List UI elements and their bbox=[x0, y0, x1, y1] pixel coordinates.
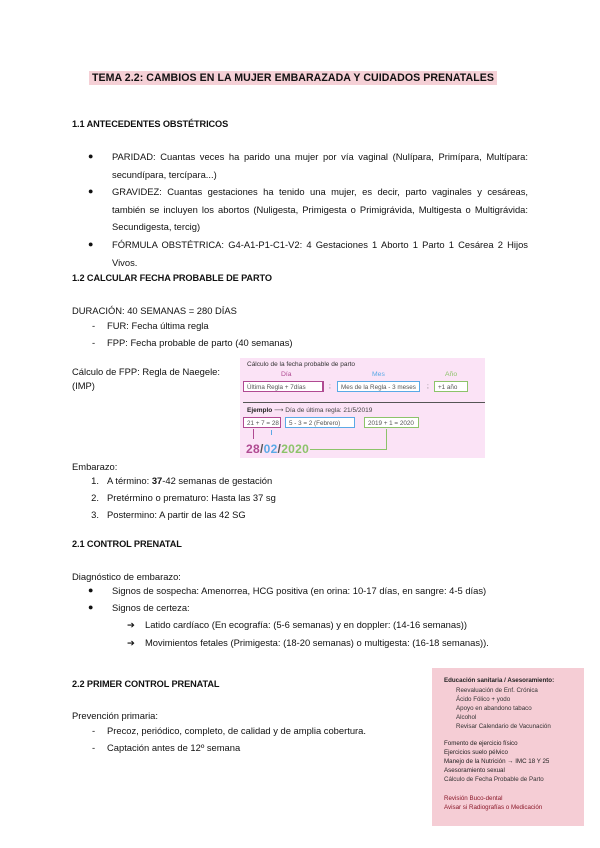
arrow-right-icon: ➔ bbox=[127, 619, 135, 630]
formula-text: FÓRMULA OBSTÉTRICA: G4-A1-P1-C1-V2: 4 Gestaciones 1 Aborto 1 Parto 1 Cesárea 2 Hijos Vivos. bbox=[112, 238, 528, 268]
heading-control-prenatal: 2.1 CONTROL PRENATAL bbox=[72, 539, 182, 549]
bullet-icon: ● bbox=[88, 585, 94, 595]
bullet-icon: ● bbox=[88, 151, 94, 161]
pretermino-text: Pretérmino o prematuro: Hasta las 37 sg bbox=[107, 492, 276, 503]
latido-text: Latido cardíaco (En ecografía: (5-6 semanas) y en doppler: (14-16 semanas)) bbox=[145, 619, 468, 630]
list-item bbox=[80, 334, 293, 351]
precoz-text: Precoz, periódico, completo, de calidad y de amplia cobertura. bbox=[107, 725, 366, 736]
postermino-text: Postermino: A partir de las 42 SG bbox=[107, 509, 246, 520]
list-item: Alcohol bbox=[456, 714, 477, 721]
example-line bbox=[247, 406, 372, 414]
certeza-text: Signos de certeza: bbox=[112, 602, 190, 613]
dash-icon: - bbox=[91, 742, 96, 753]
list-item bbox=[127, 616, 489, 634]
list-item bbox=[85, 599, 486, 616]
fur-fpp-list bbox=[80, 317, 293, 351]
list-item: Revisar Calendario de Vacunación bbox=[456, 723, 551, 730]
arrow-right-icon: ⟶ bbox=[274, 407, 284, 414]
list-item: Apoyo en abandono tabaco bbox=[456, 705, 532, 712]
sospecha-text: Signos de sospecha: Amenorrea, HCG positiva (en orina: 10-17 días, en sangre: 4-5 días) bbox=[112, 585, 487, 596]
heading-primer-control: 2.2 PRIMER CONTROL PRENATAL bbox=[72, 679, 220, 689]
item-number: 2. bbox=[91, 492, 99, 503]
duration-text: DURACIÓN: 40 SEMANAS = 280 DÍAS bbox=[72, 305, 237, 316]
bullet-icon: ● bbox=[88, 186, 94, 197]
list-item bbox=[80, 739, 366, 756]
fpp-text: FPP: Fecha probable de parto (40 semanas) bbox=[107, 337, 293, 348]
example-year-box: 2019 + 1 = 2020 bbox=[364, 417, 419, 428]
result-month: 02 bbox=[263, 442, 278, 456]
naegele-label-line2: (IMP) bbox=[72, 380, 95, 391]
list-item bbox=[127, 634, 489, 652]
result-day: 28 bbox=[246, 442, 260, 456]
fur-text: FUR: Fecha última regla bbox=[107, 320, 209, 331]
termino-text: A término: 37-42 semanas de gestación bbox=[107, 475, 273, 486]
bullet-icon: ● bbox=[88, 602, 94, 612]
list-item bbox=[85, 236, 528, 271]
captacion-text: Captación antes de 12º semana bbox=[107, 742, 241, 753]
embarazo-label: Embarazo: bbox=[72, 461, 118, 472]
dash-icon: - bbox=[91, 320, 96, 331]
list-item bbox=[85, 148, 528, 183]
day-formula-box: Última Regla + 7días bbox=[243, 381, 324, 392]
diagnostico-list bbox=[85, 582, 486, 616]
result-year: 2020 bbox=[281, 442, 310, 456]
certeza-sublist bbox=[127, 616, 489, 652]
document-title: TEMA 2.2: CAMBIOS EN LA MUJER EMBARAZADA Y CUIDADOS PRENATALES bbox=[89, 71, 497, 85]
list-item bbox=[80, 722, 366, 739]
example-label: Ejemplo bbox=[247, 407, 273, 414]
month-formula-box: Mes de la Regla - 3 meses bbox=[337, 381, 420, 392]
list-item: Cálculo de Fecha Probable de Parto bbox=[444, 776, 544, 783]
list-item: Revisión Buco-dental bbox=[444, 795, 503, 802]
embarazo-list bbox=[78, 472, 276, 523]
year-formula-box: +1 año bbox=[434, 381, 468, 392]
divider bbox=[243, 402, 485, 403]
separator: ; bbox=[427, 383, 429, 390]
list-item bbox=[78, 506, 276, 523]
diagnostico-label: Diagnóstico de embarazo: bbox=[72, 571, 181, 582]
heading-antecedentes: 1.1 ANTECEDENTES OBSTÉTRICOS bbox=[72, 119, 229, 129]
year-label: Año bbox=[445, 371, 458, 378]
month-label: Mes bbox=[372, 371, 385, 378]
side-note-box bbox=[432, 668, 584, 826]
connector-day bbox=[253, 429, 254, 439]
list-item: Fomento de ejercicio físico bbox=[444, 740, 518, 747]
day-label: Día bbox=[281, 371, 292, 378]
list-item bbox=[85, 582, 486, 599]
item-number: 1. bbox=[91, 475, 99, 486]
dash-icon: - bbox=[91, 725, 96, 736]
list-item: Ácido Fólico + yodo bbox=[456, 696, 511, 703]
movimientos-text: Movimientos fetales (Primigesta: (18-20 semanas) o multigesta: (16-18 semanas)). bbox=[145, 637, 489, 648]
result-date bbox=[246, 442, 309, 456]
diagram-caption: Cálculo de la fecha probable de parto bbox=[247, 361, 356, 368]
list-item: Reevaluación de Enf. Crónica bbox=[456, 687, 538, 694]
connector-month bbox=[271, 430, 272, 435]
list-item bbox=[85, 183, 528, 236]
connector-year-horizontal bbox=[310, 449, 387, 450]
date-separator: / bbox=[277, 442, 282, 456]
list-item: Asesoramiento sexual bbox=[444, 767, 505, 774]
example-day-box: 21 + 7 = 28 bbox=[243, 417, 281, 428]
list-item: Ejercicios suelo pélvico bbox=[444, 749, 508, 756]
item-number: 3. bbox=[91, 509, 99, 520]
example-text: Día de última regla: 21/5/2019 bbox=[285, 407, 373, 414]
heading-fecha-parto: 1.2 CALCULAR FECHA PROBABLE DE PARTO bbox=[72, 273, 272, 283]
dash-icon: - bbox=[91, 337, 96, 348]
paridad-text: PARIDAD: Cuantas veces ha parido una mujer por vía vaginal (Nulípara, Primípara, Multípara: secundípara, tercípara...) bbox=[112, 151, 528, 180]
separator: ; bbox=[329, 383, 331, 390]
naegele-label bbox=[72, 365, 220, 393]
bullet-icon: ● bbox=[88, 238, 94, 249]
naegele-label-line1: Cálculo de FPP: Regla de Naegele: bbox=[72, 366, 221, 377]
naegele-diagram bbox=[240, 358, 485, 430]
side-note-heading: Educación sanitaria / Asesoramiento: bbox=[444, 677, 555, 684]
connector-year-vertical bbox=[386, 429, 387, 450]
list-item bbox=[80, 317, 293, 334]
gravidez-text: GRAVIDEZ: Cuantas gestaciones ha tenido una mujer, es decir, parto vaginales y cesáreas, también se incluyen los abortos (Nuligesta, Primigesta o Primigrávida, Multigesta o Multigrávida: Secundigesta, tercig) bbox=[112, 186, 528, 233]
antecedentes-list bbox=[85, 148, 528, 271]
example-month-box: 5 - 3 = 2 (Febrero) bbox=[285, 417, 355, 428]
list-item: Manejo de la Nutrición → IMC 18 Y 25 bbox=[444, 758, 550, 765]
prevencion-list bbox=[80, 722, 366, 756]
list-item bbox=[78, 472, 276, 489]
list-item bbox=[78, 489, 276, 506]
arrow-right-icon: ➔ bbox=[127, 637, 135, 648]
prevencion-label: Prevención primaria: bbox=[72, 710, 158, 721]
list-item: Avisar si Radiografías o Medicación bbox=[444, 804, 543, 811]
date-separator: / bbox=[259, 442, 264, 456]
